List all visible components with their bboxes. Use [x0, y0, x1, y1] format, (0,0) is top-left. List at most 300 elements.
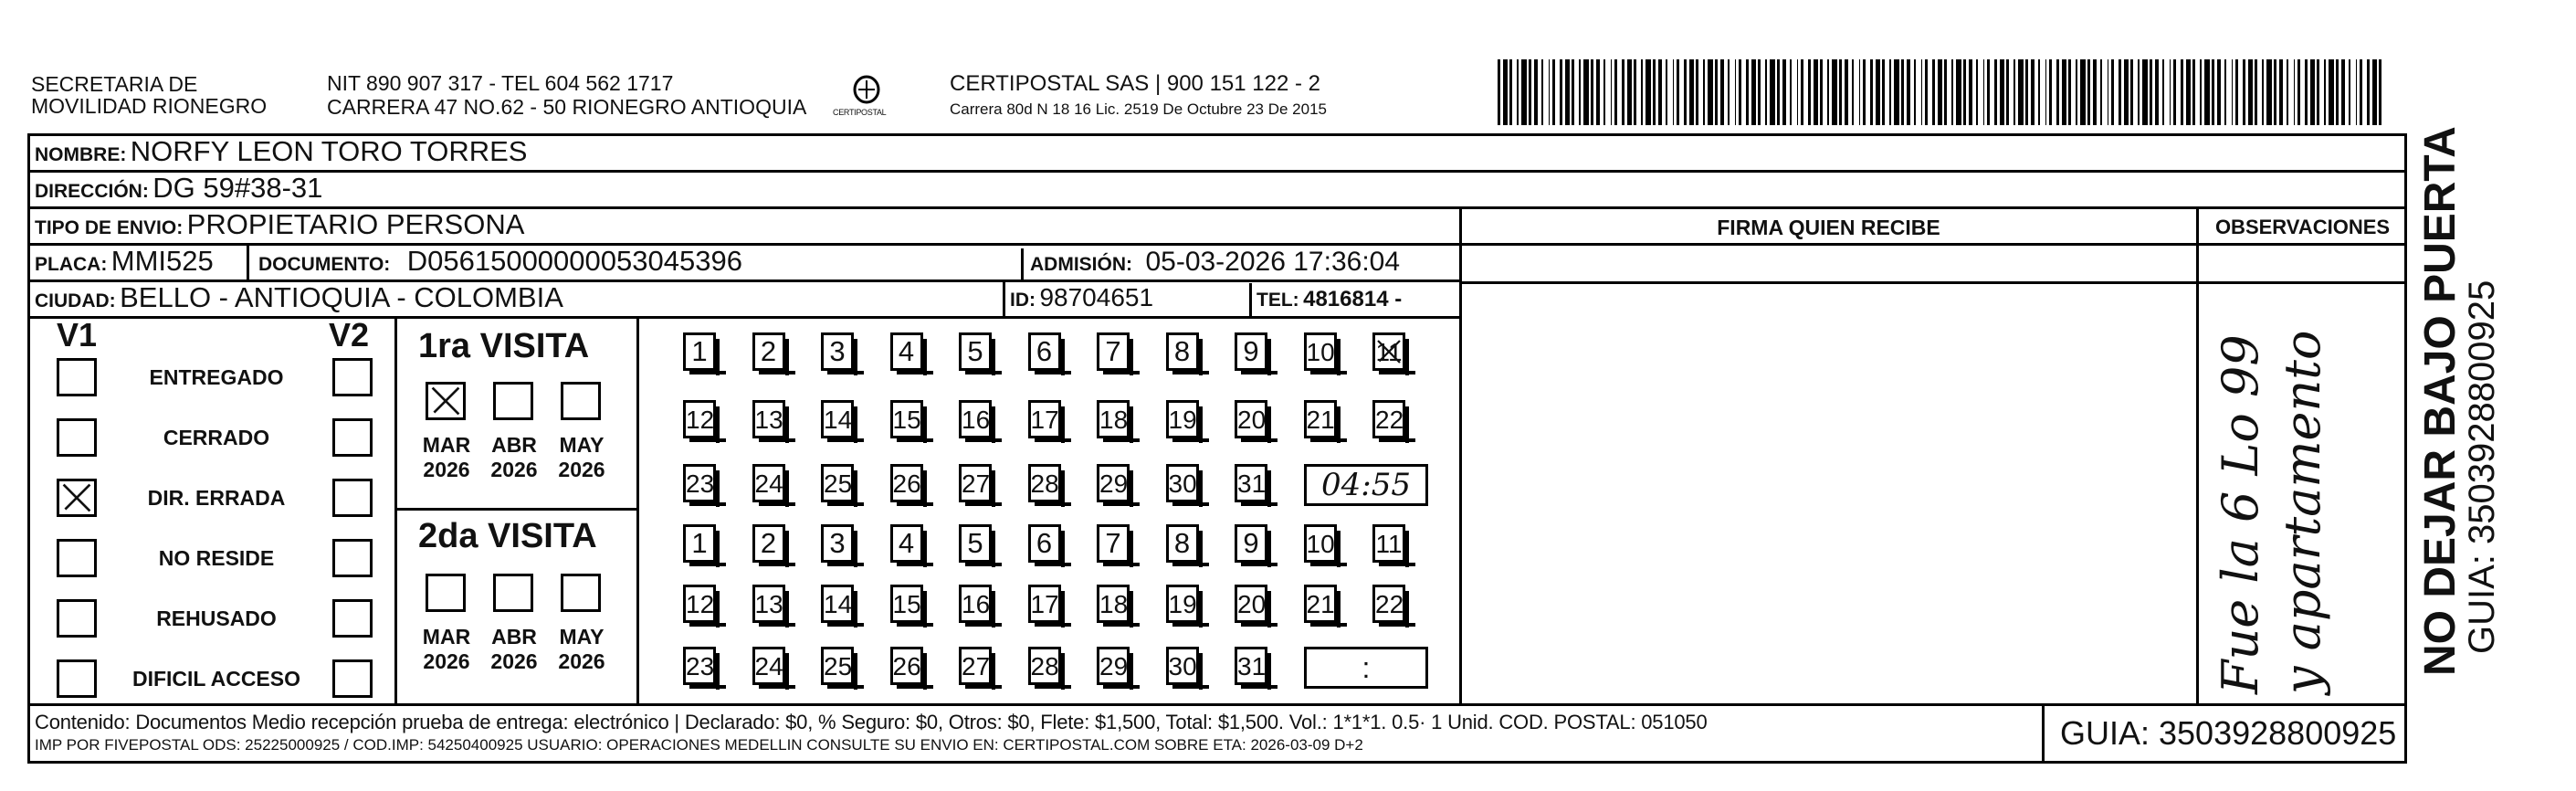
- day-number: 23: [686, 469, 715, 498]
- barcode-bar: [1907, 59, 1910, 125]
- barcode-bar: [2138, 59, 2140, 125]
- barcode-bar: [1882, 59, 1885, 125]
- day-checkbox[interactable]: [1304, 400, 1337, 438]
- day-number: 22: [1375, 590, 1404, 618]
- year-label: 2026: [423, 649, 470, 673]
- day-number: 23: [686, 652, 715, 680]
- nombre-row: [35, 135, 527, 168]
- barcode-bar: [2324, 59, 2326, 125]
- day-checkbox[interactable]: [890, 400, 923, 438]
- day-checkbox[interactable]: [1372, 585, 1405, 623]
- barcode-bar: [2000, 59, 2004, 125]
- barcode-bar: [2018, 59, 2024, 125]
- day-number: 24: [754, 652, 783, 680]
- barcode-bar: [2232, 59, 2233, 125]
- id-cell: [1010, 283, 1153, 312]
- barcode-bar: [2100, 59, 2102, 125]
- day-checkbox[interactable]: [1235, 464, 1267, 502]
- day-checkbox[interactable]: [890, 524, 923, 563]
- day-checkbox[interactable]: [1028, 524, 1061, 563]
- barcode-bar: [2212, 59, 2214, 125]
- barcode-bar: [2274, 59, 2276, 125]
- barcode-bar: [2170, 59, 2171, 125]
- v1-checkbox[interactable]: [57, 659, 97, 698]
- tel-label: TEL:: [1256, 290, 1299, 311]
- day-number: 14: [824, 406, 853, 434]
- barcode-bar: [1739, 59, 1741, 125]
- barcode-bar: [2192, 59, 2195, 125]
- day-checkbox[interactable]: [1166, 585, 1199, 623]
- day-number: 17: [1030, 590, 1059, 618]
- barcode-bar: [2349, 59, 2350, 125]
- barcode-bar: [1951, 59, 1953, 125]
- day-checkbox[interactable]: [890, 332, 923, 371]
- barcode-bar: [1814, 59, 1818, 125]
- barcode-bar: [1715, 59, 1718, 125]
- barcode-bar: [1969, 59, 1972, 125]
- day-number: 31: [1237, 469, 1267, 498]
- barcode-bar: [1596, 59, 1600, 125]
- barcode-bar: [2093, 59, 2097, 125]
- month-caption: [486, 433, 542, 482]
- v1-checkbox[interactable]: [57, 418, 97, 457]
- barcode-bar: [2045, 59, 2046, 125]
- day-checkbox[interactable]: [1304, 585, 1337, 623]
- barcode-bar: [2372, 59, 2377, 125]
- year-label: 2026: [558, 649, 605, 673]
- barcode-bar: [1765, 59, 1767, 125]
- barcode-bar: [2111, 59, 2114, 125]
- day-checkbox[interactable]: [1097, 524, 1130, 563]
- day-checkbox[interactable]: [1097, 400, 1130, 438]
- day-number: 16: [962, 406, 991, 434]
- barcode-bar: [1839, 59, 1842, 125]
- barcode-bar: [1938, 59, 1942, 125]
- barcode-bar: [1565, 59, 1570, 125]
- barcode-bar: [1666, 59, 1667, 125]
- barcode-bar: [1517, 59, 1519, 125]
- barcode-bar: [1914, 59, 1916, 125]
- barcode-bar: [1963, 59, 1966, 125]
- day-number: 4: [898, 527, 915, 559]
- day-checkbox[interactable]: [1235, 332, 1267, 371]
- status-option-label: REHUSADO: [156, 606, 277, 630]
- day-number: 18: [1099, 590, 1129, 618]
- barcode-bar: [2130, 59, 2133, 125]
- barcode-bar: [2087, 59, 2090, 125]
- day-number: 26: [892, 469, 921, 498]
- direccion-label: DIRECCIÓN:: [35, 181, 149, 202]
- day-number: 16: [962, 590, 991, 618]
- barcode-bar: [2162, 59, 2164, 125]
- day-checkbox[interactable]: [821, 524, 854, 563]
- placa-row: [35, 245, 214, 278]
- day-checkbox[interactable]: [1235, 647, 1267, 685]
- status-option-label: DIFICIL ACCESO: [131, 667, 300, 691]
- barcode-bar: [2056, 59, 2059, 125]
- day-checkbox[interactable]: [1028, 400, 1061, 438]
- day-checkbox[interactable]: [821, 332, 854, 371]
- barcode: [1498, 59, 2392, 125]
- barcode-bar: [1677, 59, 1679, 125]
- barcode-bar: [1708, 59, 1713, 125]
- day-checkbox[interactable]: [683, 585, 716, 623]
- day-checkbox[interactable]: [1235, 524, 1267, 563]
- day-number: 1: [691, 527, 708, 559]
- month-checkbox[interactable]: [561, 382, 601, 420]
- day-checkbox[interactable]: [1028, 585, 1061, 623]
- month-label: MAR: [422, 625, 471, 649]
- day-number: 13: [754, 406, 783, 434]
- day-number: 11: [1375, 338, 1403, 366]
- day-checkbox[interactable]: [1235, 585, 1267, 623]
- day-checkbox[interactable]: [821, 647, 854, 685]
- day-checkbox[interactable]: [1372, 332, 1405, 371]
- day-checkbox[interactable]: [959, 585, 992, 623]
- barcode-bar: [1770, 59, 1775, 125]
- day-number: 19: [1168, 406, 1197, 434]
- org-line-1: SECRETARIA DE: [31, 72, 198, 96]
- org-line-2: MOVILIDAD RIONEGRO: [31, 94, 268, 118]
- v2-checkbox[interactable]: [332, 479, 373, 517]
- month-caption: [553, 625, 610, 674]
- barcode-bar: [1777, 59, 1780, 125]
- firma-header: FIRMA QUIEN RECIBE: [1717, 216, 1940, 239]
- v1-checkbox[interactable]: [57, 539, 97, 577]
- day-number: 12: [686, 590, 715, 618]
- v2-checkbox[interactable]: [332, 358, 373, 396]
- day-checkbox[interactable]: [1097, 332, 1130, 371]
- month-caption: [553, 433, 610, 482]
- day-checkbox[interactable]: [1097, 464, 1130, 502]
- day-number: 1: [691, 335, 708, 367]
- month-checkbox[interactable]: [426, 382, 466, 420]
- side-notice: [2418, 126, 2500, 676]
- day-number: 28: [1030, 469, 1059, 498]
- barcode-bar: [2155, 59, 2159, 125]
- barcode-bar: [1696, 59, 1698, 125]
- v1-checkbox[interactable]: [57, 479, 97, 517]
- day-number: 22: [1375, 406, 1404, 434]
- month-checkbox[interactable]: [493, 382, 533, 420]
- barcode-bar: [2076, 59, 2077, 125]
- day-checkbox[interactable]: [752, 524, 785, 563]
- day-checkbox[interactable]: [683, 647, 716, 685]
- barcode-bar: [2142, 59, 2148, 125]
- documento-cell: [258, 245, 742, 278]
- direccion-value: DG 59#38-31: [152, 172, 323, 204]
- month-label: ABR: [491, 625, 537, 649]
- barcode-bar: [2367, 59, 2370, 125]
- barcode-bar: [1925, 59, 1928, 125]
- day-number: 24: [754, 469, 783, 498]
- month-caption: [418, 625, 475, 674]
- day-checkbox[interactable]: [1166, 647, 1199, 685]
- day-checkbox[interactable]: [1166, 464, 1199, 502]
- barcode-bar: [2235, 59, 2238, 125]
- barcode-bar: [2068, 59, 2071, 125]
- day-checkbox[interactable]: [1304, 332, 1337, 371]
- barcode-bar: [2200, 59, 2202, 125]
- barcode-bar: [1976, 59, 1978, 125]
- carrier-line-1: CERTIPOSTAL SAS | 900 151 122 - 2: [950, 71, 1320, 96]
- day-checkbox[interactable]: [890, 647, 923, 685]
- side-line-2: GUIA: 3503928800925: [2462, 279, 2502, 654]
- day-checkbox[interactable]: [1372, 524, 1405, 563]
- day-number: 25: [824, 469, 853, 498]
- barcode-bar: [1901, 59, 1904, 125]
- placa-label: PLACA:: [35, 254, 108, 275]
- status-option-label: ENTREGADO: [149, 365, 284, 389]
- year-label: 2026: [423, 458, 470, 481]
- barcode-bar: [1703, 59, 1705, 125]
- barcode-bar: [2025, 59, 2028, 125]
- barcode-bar: [1611, 59, 1612, 125]
- day-checkbox[interactable]: [752, 647, 785, 685]
- barcode-bar: [1549, 59, 1550, 125]
- day-checkbox[interactable]: [959, 464, 992, 502]
- day-checkbox[interactable]: [890, 464, 923, 502]
- documento-label: DOCUMENTO:: [258, 254, 391, 275]
- second-visit-title: 2da VISITA: [418, 517, 597, 555]
- day-number: 8: [1173, 527, 1191, 559]
- day-checkbox[interactable]: [959, 524, 992, 563]
- barcode-bar: [1751, 59, 1756, 125]
- day-number: 18: [1099, 406, 1129, 434]
- barcode-bar: [1790, 59, 1792, 125]
- month-checkbox[interactable]: [493, 574, 533, 612]
- observaciones-header: OBSERVACIONES: [2214, 216, 2391, 238]
- barcode-bar: [2305, 59, 2308, 125]
- day-checkbox[interactable]: [683, 400, 716, 438]
- day-number: 7: [1105, 527, 1121, 559]
- day-number: 21: [1306, 590, 1335, 618]
- v2-checkbox[interactable]: [332, 599, 373, 638]
- month-label: MAY: [559, 433, 605, 457]
- tel-value: 4816814 -: [1303, 287, 1403, 311]
- day-checkbox[interactable]: [752, 464, 785, 502]
- tipo-row: [35, 208, 524, 241]
- barcode-bar: [2080, 59, 2086, 125]
- v2-checkbox[interactable]: [332, 539, 373, 577]
- barcode-bar: [2243, 59, 2245, 125]
- day-number: 10: [1306, 530, 1335, 558]
- day-checkbox[interactable]: [752, 400, 785, 438]
- tipo-label: TIPO DE ENVIO:: [35, 217, 184, 238]
- barcode-bar: [1983, 59, 1984, 125]
- direccion-row: [35, 172, 322, 205]
- day-number: 4: [898, 335, 915, 367]
- barcode-bar: [1622, 59, 1624, 125]
- barcode-bar: [1820, 59, 1823, 125]
- barcode-bar: [1894, 59, 1899, 125]
- day-number: 3: [829, 527, 846, 559]
- barcode-bar: [1627, 59, 1632, 125]
- v2-checkbox[interactable]: [332, 418, 373, 457]
- barcode-bar: [1529, 59, 1531, 125]
- day-checkbox[interactable]: [1166, 332, 1199, 371]
- day-checkbox[interactable]: [1235, 400, 1267, 438]
- barcode-bar: [1870, 59, 1873, 125]
- barcode-bar: [1956, 59, 1961, 125]
- barcode-bar: [2379, 59, 2381, 125]
- barcode-bar: [2049, 59, 2052, 125]
- day-number: 7: [1105, 335, 1121, 367]
- day-number: 9: [1243, 527, 1259, 559]
- first-visit-time[interactable]: 04:55: [1304, 464, 1428, 506]
- day-number: 6: [1036, 527, 1053, 559]
- barcode-bar: [1801, 59, 1803, 125]
- documento-value: D05615000000053045396: [406, 245, 742, 277]
- day-checkbox[interactable]: [1028, 647, 1061, 685]
- observaciones-note: [2210, 331, 2334, 695]
- barcode-bar: [2336, 59, 2339, 125]
- footer-guia: GUIA: 3503928800925: [2060, 714, 2397, 752]
- barcode-bar: [2360, 59, 2362, 125]
- day-checkbox[interactable]: [683, 332, 716, 371]
- barcode-bar: [2329, 59, 2334, 125]
- admision-label: ADMISIÓN:: [1030, 254, 1132, 275]
- v1-header: V1: [57, 316, 98, 353]
- day-number: 15: [892, 406, 921, 434]
- barcode-bar: [1645, 59, 1651, 125]
- day-number: 27: [962, 469, 991, 498]
- v1-checkbox[interactable]: [57, 599, 97, 638]
- day-number: 13: [754, 590, 783, 618]
- day-number: 6: [1036, 335, 1053, 367]
- day-checkbox[interactable]: [1097, 647, 1130, 685]
- placa-value: MMI525: [110, 245, 214, 277]
- day-checkbox[interactable]: [1372, 400, 1405, 438]
- day-number: 19: [1168, 590, 1197, 618]
- barcode-bar: [2181, 59, 2183, 125]
- month-caption: [486, 625, 542, 674]
- day-checkbox[interactable]: [1028, 464, 1061, 502]
- observaciones-line-1: Fue la 6 Lo 99: [2212, 334, 2269, 694]
- barcode-bar: [1845, 59, 1848, 125]
- day-checkbox[interactable]: [821, 400, 854, 438]
- barcode-bar: [1876, 59, 1880, 125]
- v1-checkbox[interactable]: [57, 358, 97, 396]
- barcode-bar: [2124, 59, 2129, 125]
- footer-print-line: IMP POR FIVEPOSTAL ODS: 25225000925 / COD.IMP: 54250400925 USUARIO: OPERACIONES MEDELLIN CONSULTE SU ENVIO EN: CERTIPOSTAL.COM SOBRE ETA: 2026-03-09 D+2: [35, 736, 1363, 754]
- day-checkbox[interactable]: [1097, 585, 1130, 623]
- barcode-bar: [2224, 59, 2226, 125]
- barcode-bar: [1921, 59, 1922, 125]
- day-number: 31: [1237, 652, 1267, 680]
- day-number: 5: [967, 527, 983, 559]
- ciudad-label: CIUDAD:: [35, 290, 116, 311]
- barcode-bar: [2266, 59, 2272, 125]
- day-checkbox[interactable]: [683, 524, 716, 563]
- day-checkbox[interactable]: [890, 585, 923, 623]
- barcode-bar: [1859, 59, 1860, 125]
- second-visit-time[interactable]: :: [1304, 647, 1428, 689]
- day-checkbox[interactable]: [1028, 332, 1061, 371]
- month-label: MAY: [559, 625, 605, 649]
- day-number: 29: [1099, 652, 1129, 680]
- day-number: 2: [760, 527, 777, 559]
- barcode-bar: [1728, 59, 1730, 125]
- barcode-bar: [2186, 59, 2191, 125]
- day-checkbox[interactable]: [959, 400, 992, 438]
- day-checkbox[interactable]: [752, 585, 785, 623]
- barcode-bar: [1673, 59, 1674, 125]
- first-visit-title: 1ra VISITA: [418, 327, 590, 365]
- day-checkbox[interactable]: [959, 332, 992, 371]
- barcode-bar: [1889, 59, 1891, 125]
- id-label: ID:: [1010, 290, 1036, 311]
- day-number: 3: [829, 335, 846, 367]
- side-line-1: NO DEJAR BAJO PUERTA: [2416, 126, 2465, 676]
- day-number: 2: [760, 335, 777, 367]
- barcode-bar: [1503, 59, 1508, 125]
- day-checkbox[interactable]: [1166, 524, 1199, 563]
- month-checkbox[interactable]: [561, 574, 601, 612]
- day-checkbox[interactable]: [683, 464, 716, 502]
- ciudad-value: BELLO - ANTIOQUIA - COLOMBIA: [120, 281, 563, 313]
- barcode-bar: [1653, 59, 1656, 125]
- barcode-bar: [2173, 59, 2176, 125]
- barcode-bar: [1509, 59, 1512, 125]
- barcode-bar: [1583, 59, 1589, 125]
- day-checkbox[interactable]: [1166, 400, 1199, 438]
- day-checkbox[interactable]: [959, 647, 992, 685]
- day-checkbox[interactable]: [821, 464, 854, 502]
- day-number: 26: [892, 652, 921, 680]
- barcode-bar: [1603, 59, 1605, 125]
- year-label: 2026: [490, 649, 538, 673]
- barcode-bar: [1614, 59, 1617, 125]
- day-number: 5: [967, 335, 983, 367]
- address-line: CARRERA 47 NO.62 - 50 RIONEGRO ANTIOQUIA: [327, 95, 807, 119]
- year-label: 2026: [558, 458, 605, 481]
- day-number: 12: [686, 406, 715, 434]
- day-checkbox[interactable]: [1304, 524, 1337, 563]
- day-number: 11: [1375, 530, 1403, 558]
- barcode-bar: [2006, 59, 2009, 125]
- day-number: 20: [1237, 406, 1267, 434]
- day-checkbox[interactable]: [821, 585, 854, 623]
- barcode-bar: [1782, 59, 1786, 125]
- admision-cell: [1030, 247, 1400, 278]
- v2-checkbox[interactable]: [332, 659, 373, 698]
- barcode-bar: [2297, 59, 2300, 125]
- barcode-bar: [2062, 59, 2066, 125]
- ciudad-row: [35, 281, 563, 314]
- status-option-label: DIR. ERRADA: [147, 486, 286, 510]
- tipo-value: PROPIETARIO PERSONA: [186, 208, 525, 240]
- day-checkbox[interactable]: [752, 332, 785, 371]
- barcode-bar: [2204, 59, 2210, 125]
- barcode-bar: [1863, 59, 1866, 125]
- day-number: 17: [1030, 406, 1059, 434]
- barcode-bar: [1852, 59, 1854, 125]
- barcode-bar: [2310, 59, 2315, 125]
- month-checkbox[interactable]: [426, 574, 466, 612]
- day-number: 25: [824, 652, 853, 680]
- barcode-bar: [2262, 59, 2264, 125]
- barcode-bar: [2356, 59, 2357, 125]
- barcode-bar: [1735, 59, 1736, 125]
- day-number: 15: [892, 590, 921, 618]
- barcode-bar: [2255, 59, 2257, 125]
- barcode-bar: [1572, 59, 1574, 125]
- barcode-bar: [1944, 59, 1947, 125]
- barcode-bar: [2013, 59, 2015, 125]
- day-number: 30: [1168, 469, 1197, 498]
- barcode-bar: [1720, 59, 1724, 125]
